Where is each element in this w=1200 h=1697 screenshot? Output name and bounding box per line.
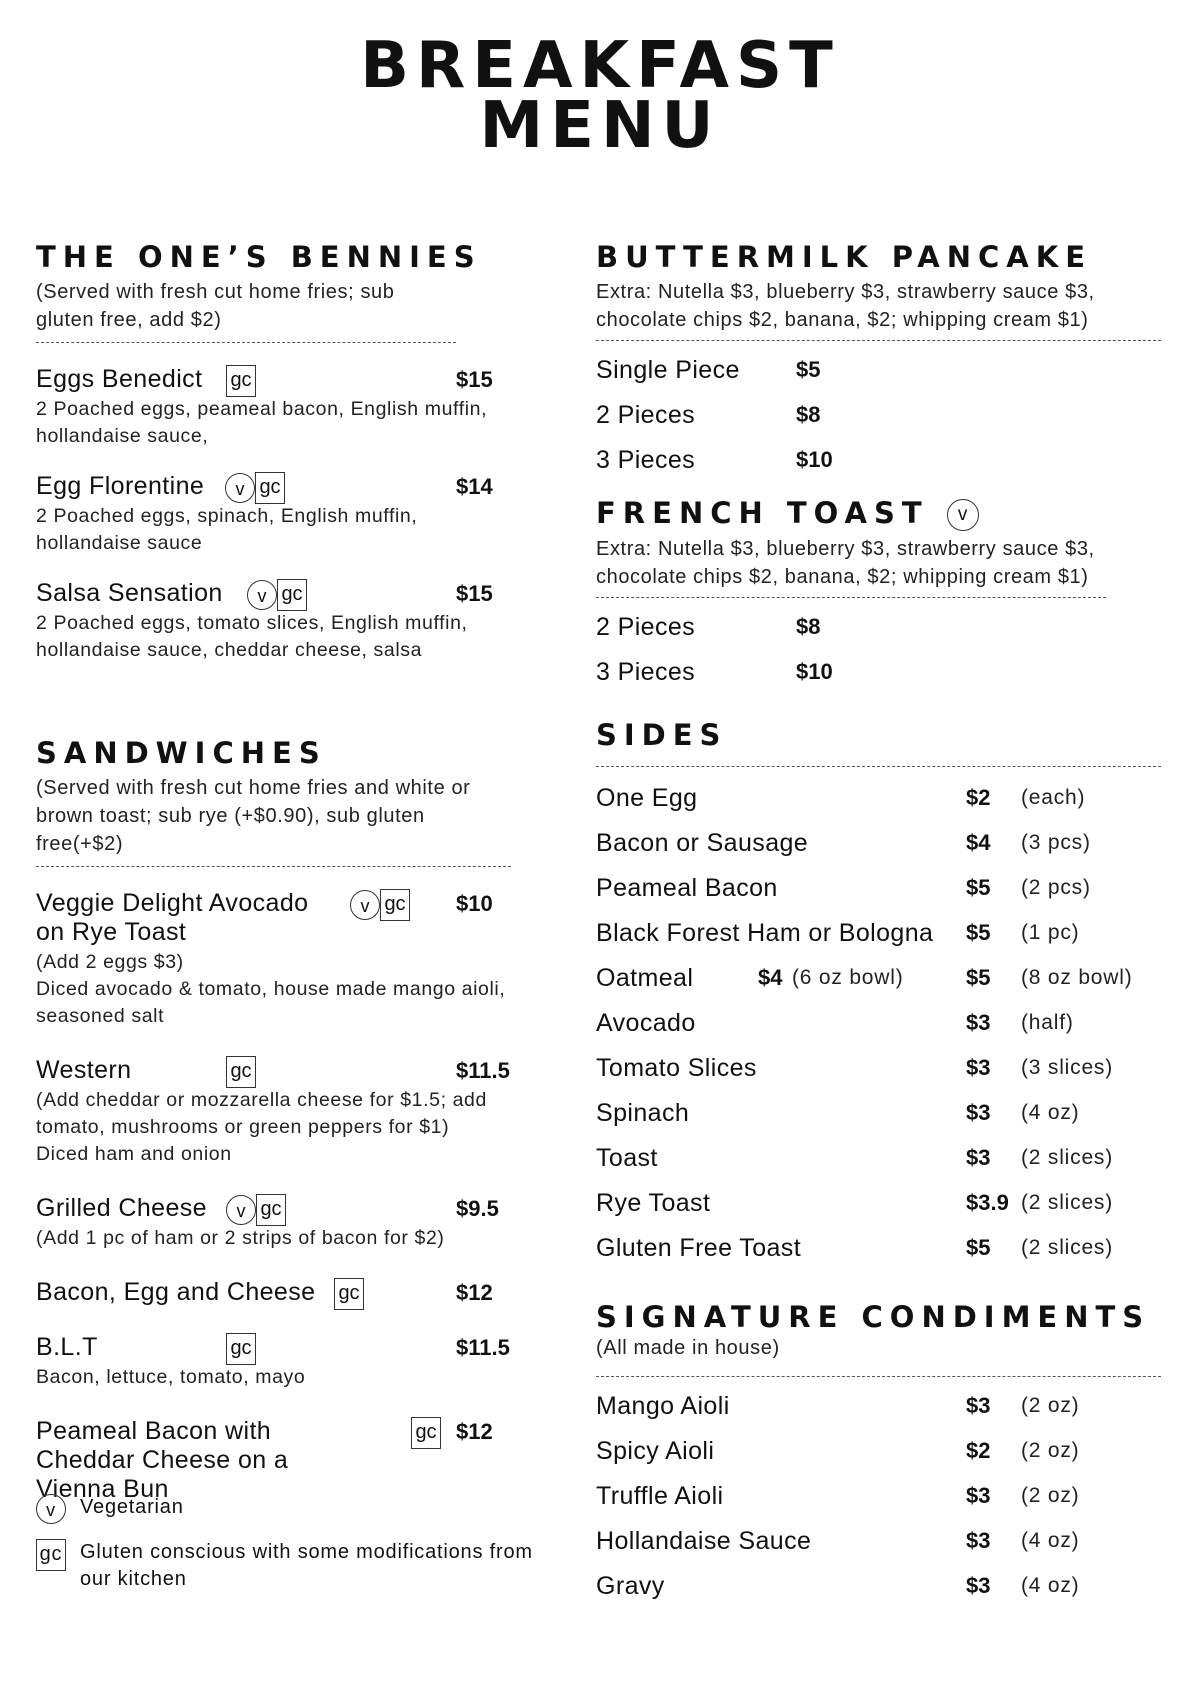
sides-row	[596, 783, 1176, 828]
gluten-conscious-badge-icon: gc	[226, 1333, 256, 1365]
item-description: 2 Poached eggs, tomato slices, English muffin, hollandaise sauce, cheddar cheese, salsa	[36, 612, 468, 661]
pancake-divider	[596, 340, 1161, 341]
row-name: 2 Pieces	[596, 613, 696, 641]
item-name: Veggie Delight Avocado on Rye Toast	[36, 889, 309, 946]
row-name: 3 Pieces	[596, 446, 696, 474]
row-name: Avocado	[596, 1009, 696, 1037]
row-price: $10	[796, 447, 833, 472]
item-price: $14	[456, 474, 493, 499]
condiments-divider	[596, 1376, 1161, 1377]
sides-title: SIDES	[596, 718, 728, 752]
row-name: Peameal Bacon	[596, 874, 778, 902]
menu-item	[36, 472, 576, 557]
row-price: $5	[966, 875, 991, 900]
item-description: 2 Poached eggs, spinach, English muffin, hollandaise sauce	[36, 505, 418, 554]
row-price: $3	[966, 1100, 991, 1125]
legend-vegetarian	[36, 1494, 556, 1521]
item-name: Peameal Bacon with Cheddar Cheese on a Vienna Bun	[36, 1417, 289, 1503]
row-price: $3	[966, 1393, 991, 1418]
gluten-conscious-badge-icon: gc	[255, 472, 285, 504]
french_toast-row	[596, 657, 1176, 702]
left-column	[36, 240, 576, 1530]
item-name: Egg Florentine	[36, 472, 205, 500]
menu-item	[36, 579, 576, 664]
item-price: $12	[456, 1280, 493, 1305]
item-price: $12	[456, 1419, 493, 1444]
item-badges	[350, 889, 410, 921]
sides-row	[596, 1098, 1176, 1143]
row-name: Tomato Slices	[596, 1054, 757, 1082]
pancake-row	[596, 445, 1176, 490]
row-price: $3	[966, 1055, 991, 1080]
row-name: Bacon or Sausage	[596, 829, 809, 857]
sandwiches-note: (Served with fresh cut home fries and white or brown toast; sub rye (+$0.90), sub gluten free(+$2)	[36, 777, 471, 855]
row-name: Oatmeal	[596, 964, 694, 992]
pancake-title: BUTTERMILK PANCAKE	[596, 240, 1093, 274]
item-badges	[226, 365, 256, 397]
condiments-row	[596, 1526, 1176, 1571]
row-price: $3	[966, 1145, 991, 1170]
item-badges	[334, 1278, 364, 1310]
vegetarian-badge-icon: v	[36, 1494, 66, 1524]
item-price: $15	[456, 367, 493, 392]
item-price: $11.5	[456, 1058, 510, 1083]
item-price: $11.5	[456, 1335, 510, 1360]
menu-title-line2: MENU	[479, 89, 721, 163]
gluten-conscious-badge-icon: gc	[277, 579, 307, 611]
row-price: $3	[966, 1528, 991, 1553]
row-name: Toast	[596, 1144, 658, 1172]
row-alt-price: $4	[758, 965, 783, 990]
row-price: $4	[966, 830, 991, 855]
bennies-divider	[36, 342, 456, 343]
pancake-note: Extra: Nutella $3, blueberry $3, strawberry sauce $3, chocolate chips $2, banana, $2; whipping cream $1)	[596, 281, 1095, 331]
row-price: $5	[966, 920, 991, 945]
row-name: Truffle Aioli	[596, 1482, 724, 1510]
item-description: (Add 2 eggs $3)	[36, 951, 184, 973]
menu-item	[36, 365, 576, 450]
row-price: $8	[796, 614, 821, 639]
sides-row	[596, 1143, 1176, 1188]
french-toast-note: Extra: Nutella $3, blueberry $3, strawberry sauce $3, chocolate chips $2, banana, $2; whipping cream $1)	[596, 538, 1095, 588]
row-name: Spicy Aioli	[596, 1437, 715, 1465]
item-description: (Add 1 pc of ham or 2 strips of bacon for $2)	[36, 1227, 445, 1249]
sides-row	[596, 1188, 1176, 1233]
condiments-note: (All made in house)	[596, 1337, 780, 1359]
condiments-row	[596, 1436, 1176, 1481]
item-description: 2 Poached eggs, peameal bacon, English muffin, hollandaise sauce,	[36, 398, 488, 447]
row-name: 2 Pieces	[596, 401, 696, 429]
row-price: $5	[966, 1235, 991, 1260]
row-quantity: (2 slices)	[1021, 1236, 1114, 1259]
sides-divider	[596, 766, 1161, 767]
condiments-row	[596, 1571, 1176, 1616]
row-price: $3	[966, 1010, 991, 1035]
row-price: $2	[966, 1438, 991, 1463]
item-name: Western	[36, 1056, 132, 1084]
row-quantity: (2 oz)	[1021, 1394, 1080, 1417]
row-price: $8	[796, 402, 821, 427]
item-price: $9.5	[456, 1196, 499, 1221]
pancake-row	[596, 355, 1176, 400]
row-quantity: (4 oz)	[1021, 1574, 1080, 1597]
row-name: Hollandaise Sauce	[596, 1527, 812, 1555]
item-badges	[411, 1417, 441, 1449]
item-badges	[226, 1056, 256, 1088]
row-price: $2	[966, 785, 991, 810]
sides-row	[596, 1233, 1176, 1278]
condiments-row	[596, 1391, 1176, 1436]
row-price: $5	[966, 965, 991, 990]
row-quantity: (4 oz)	[1021, 1101, 1080, 1124]
row-name: Gluten Free Toast	[596, 1234, 802, 1262]
sandwiches-title: SANDWICHES	[36, 736, 327, 770]
row-quantity: (2 oz)	[1021, 1439, 1080, 1462]
french-toast-title-text: FRENCH TOAST	[596, 496, 929, 530]
gluten-conscious-badge-icon: gc	[36, 1539, 66, 1571]
bennies-title: THE ONE’S BENNIES	[36, 240, 482, 274]
legend-gluten-conscious-text: Gluten conscious with some modifications from our kitchen	[80, 1541, 533, 1590]
item-name: Salsa Sensation	[36, 579, 223, 607]
item-name: Grilled Cheese	[36, 1194, 207, 1222]
menu-item	[36, 1417, 576, 1504]
row-quantity: (4 oz)	[1021, 1529, 1080, 1552]
item-badges	[247, 579, 307, 611]
french_toast-row	[596, 612, 1176, 657]
gluten-conscious-badge-icon: gc	[226, 1056, 256, 1088]
row-price: $3.9	[966, 1190, 1009, 1215]
vegetarian-badge-icon: v	[247, 580, 277, 610]
row-quantity: (2 oz)	[1021, 1484, 1080, 1507]
sides-row	[596, 828, 1176, 873]
menu-item	[36, 1194, 576, 1252]
row-quantity: (1 pc)	[1021, 921, 1080, 944]
item-name: Bacon, Egg and Cheese	[36, 1278, 316, 1306]
sides-row	[596, 1053, 1176, 1098]
pancake-row	[596, 400, 1176, 445]
french-toast-divider	[596, 597, 1106, 598]
gluten-conscious-badge-icon: gc	[334, 1278, 364, 1310]
row-name: Black Forest Ham or Bologna	[596, 919, 934, 947]
gluten-conscious-badge-icon: gc	[411, 1417, 441, 1449]
gluten-conscious-badge-icon: gc	[256, 1194, 286, 1226]
sides-row	[596, 918, 1176, 963]
menu-item	[36, 1333, 576, 1391]
sides-row	[596, 873, 1176, 918]
row-quantity: (2 slices)	[1021, 1146, 1114, 1169]
row-quantity: (2 slices)	[1021, 1191, 1114, 1214]
row-quantity: (half)	[1021, 1011, 1074, 1034]
sides-row	[596, 963, 1176, 1008]
row-alt-quantity: (6 oz bowl)	[792, 966, 904, 989]
row-quantity: (8 oz bowl)	[1021, 966, 1133, 989]
row-name: Mango Aioli	[596, 1392, 730, 1420]
condiments-row	[596, 1481, 1176, 1526]
item-description: Diced avocado & tomato, house made mango aioli, seasoned salt	[36, 978, 506, 1027]
row-quantity: (2 pcs)	[1021, 876, 1091, 899]
gluten-conscious-badge-icon: gc	[380, 889, 410, 921]
row-name: Gravy	[596, 1572, 665, 1600]
row-quantity: (each)	[1021, 786, 1086, 809]
menu-title-line1: BREAKFAST	[360, 29, 840, 103]
item-price: $10	[456, 891, 493, 916]
item-name: Eggs Benedict	[36, 365, 203, 393]
sandwiches-divider	[36, 866, 511, 867]
row-price: $10	[796, 659, 833, 684]
row-price: $3	[966, 1573, 991, 1598]
row-price: $3	[966, 1483, 991, 1508]
row-quantity: (3 slices)	[1021, 1056, 1114, 1079]
item-price: $15	[456, 581, 493, 606]
menu-title	[0, 29, 1200, 163]
legend-gluten-conscious	[36, 1539, 556, 1593]
vegetarian-badge-icon: v	[350, 890, 380, 920]
item-badges	[225, 472, 285, 504]
right-column	[596, 240, 1176, 1616]
item-badges	[226, 1194, 286, 1226]
french-toast-title	[596, 496, 1176, 531]
condiments-title: SIGNATURE CONDIMENTS	[596, 1300, 1151, 1334]
vegetarian-badge-icon: v	[947, 499, 979, 531]
row-name: Single Piece	[596, 356, 740, 384]
item-description: Diced ham and onion	[36, 1143, 232, 1165]
row-price: $5	[796, 357, 821, 382]
menu-item	[36, 1056, 576, 1168]
legend-vegetarian-text: Vegetarian	[80, 1496, 184, 1518]
row-name: 3 Pieces	[596, 658, 696, 686]
sides-row	[596, 1008, 1176, 1053]
row-name: Rye Toast	[596, 1189, 711, 1217]
row-quantity: (3 pcs)	[1021, 831, 1091, 854]
menu-item	[36, 889, 576, 1030]
item-badges	[226, 1333, 256, 1365]
bennies-note: (Served with fresh cut home fries; sub gluten free, add $2)	[36, 281, 395, 331]
item-name: B.L.T	[36, 1333, 98, 1361]
item-description: (Add cheddar or mozzarella cheese for $1.5; add tomato, mushrooms or green peppers for $1)	[36, 1089, 487, 1138]
vegetarian-badge-icon: v	[225, 473, 255, 503]
menu-item	[36, 1278, 576, 1307]
row-name: One Egg	[596, 784, 698, 812]
vegetarian-badge-icon: v	[226, 1195, 256, 1225]
legend	[36, 1494, 556, 1593]
row-name: Spinach	[596, 1099, 690, 1127]
item-description: Bacon, lettuce, tomato, mayo	[36, 1366, 306, 1388]
gluten-conscious-badge-icon: gc	[226, 365, 256, 397]
